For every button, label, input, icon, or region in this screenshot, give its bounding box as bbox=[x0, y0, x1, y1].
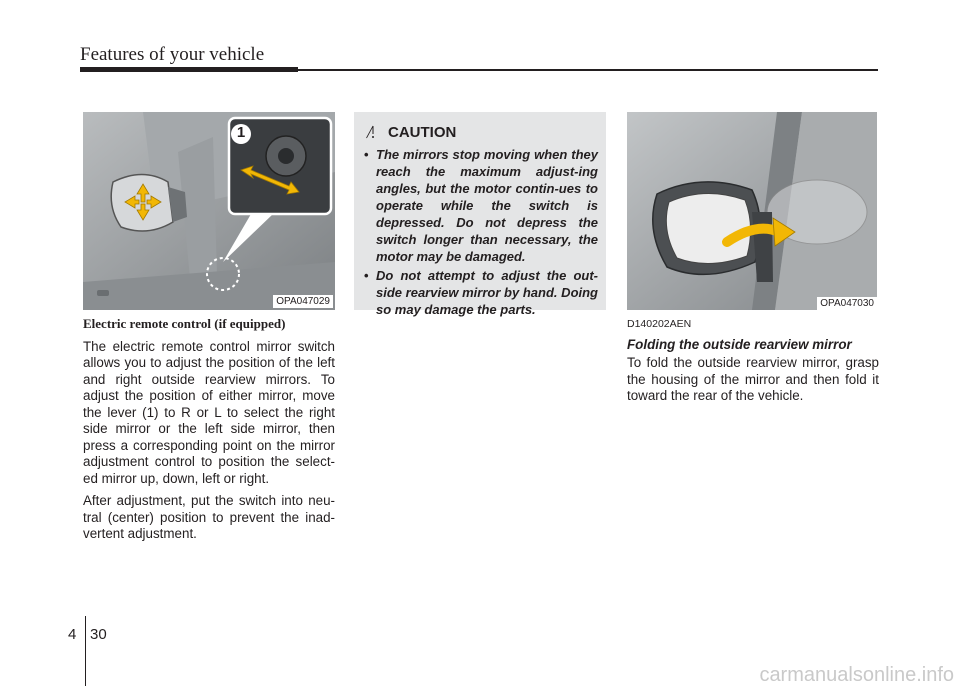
caution-item: • Do not attempt to adjust the out-side rearview mirror by hand. Doing so may damage the parts. bbox=[362, 267, 598, 318]
section-code: D140202AEN bbox=[627, 318, 692, 330]
section-subheading: Electric remote control (if equipped) bbox=[83, 316, 286, 331]
figure-mirror-switch bbox=[83, 112, 335, 310]
caution-header bbox=[366, 122, 456, 142]
caution-item: • The mirrors stop moving when they reach the maximum adjust-ing angles, but the motor contin-ues to operate while the switch is depressed. Do not depress the switch longer than necessary, the motor may be damaged. bbox=[362, 146, 598, 265]
paragraph: To fold the outside rearview mirror, grasp the housing of the mirror and then fold it toward the rear of the vehicle. bbox=[627, 355, 879, 403]
section-heading: Folding the outside rearview mirror bbox=[627, 336, 852, 352]
paragraph: After adjustment, put the switch into neu-tral (center) position to prevent the inad-vertent adjustment. bbox=[83, 493, 335, 541]
caution-box bbox=[354, 112, 606, 317]
callout-number: 1 bbox=[236, 124, 246, 141]
figure-code-right: OPA047030 bbox=[817, 297, 877, 310]
header-rule-thick bbox=[80, 67, 298, 72]
right-column bbox=[627, 316, 879, 411]
watermark: carmanualsonline.info bbox=[759, 664, 954, 686]
header-rule-thin bbox=[298, 69, 878, 71]
warning-icon bbox=[366, 125, 380, 139]
page-header-title: Features of your vehicle bbox=[80, 44, 265, 65]
page-number: 30 bbox=[90, 626, 107, 643]
figure-folding-mirror bbox=[627, 112, 877, 310]
figure-code-left: OPA047029 bbox=[273, 295, 333, 308]
folding-mirror-illustration bbox=[627, 112, 877, 310]
left-column bbox=[83, 316, 335, 549]
chapter-number: 4 bbox=[68, 626, 77, 643]
mirror-switch-illustration bbox=[83, 112, 335, 310]
caution-list bbox=[362, 146, 598, 320]
page-number-divider bbox=[85, 616, 86, 686]
paragraph: The electric remote control mirror switch allows you to adjust the position of the left and right outside rearview mirrors. To adjust the position of either mirror, move the lever (1) to R or L to select the right side mirror or the left side mirror, then press a corresponding point on the mirror adjustment control to position the select-ed mirror up, down, left or right. bbox=[83, 338, 335, 486]
caution-title: CAUTION bbox=[388, 123, 457, 141]
